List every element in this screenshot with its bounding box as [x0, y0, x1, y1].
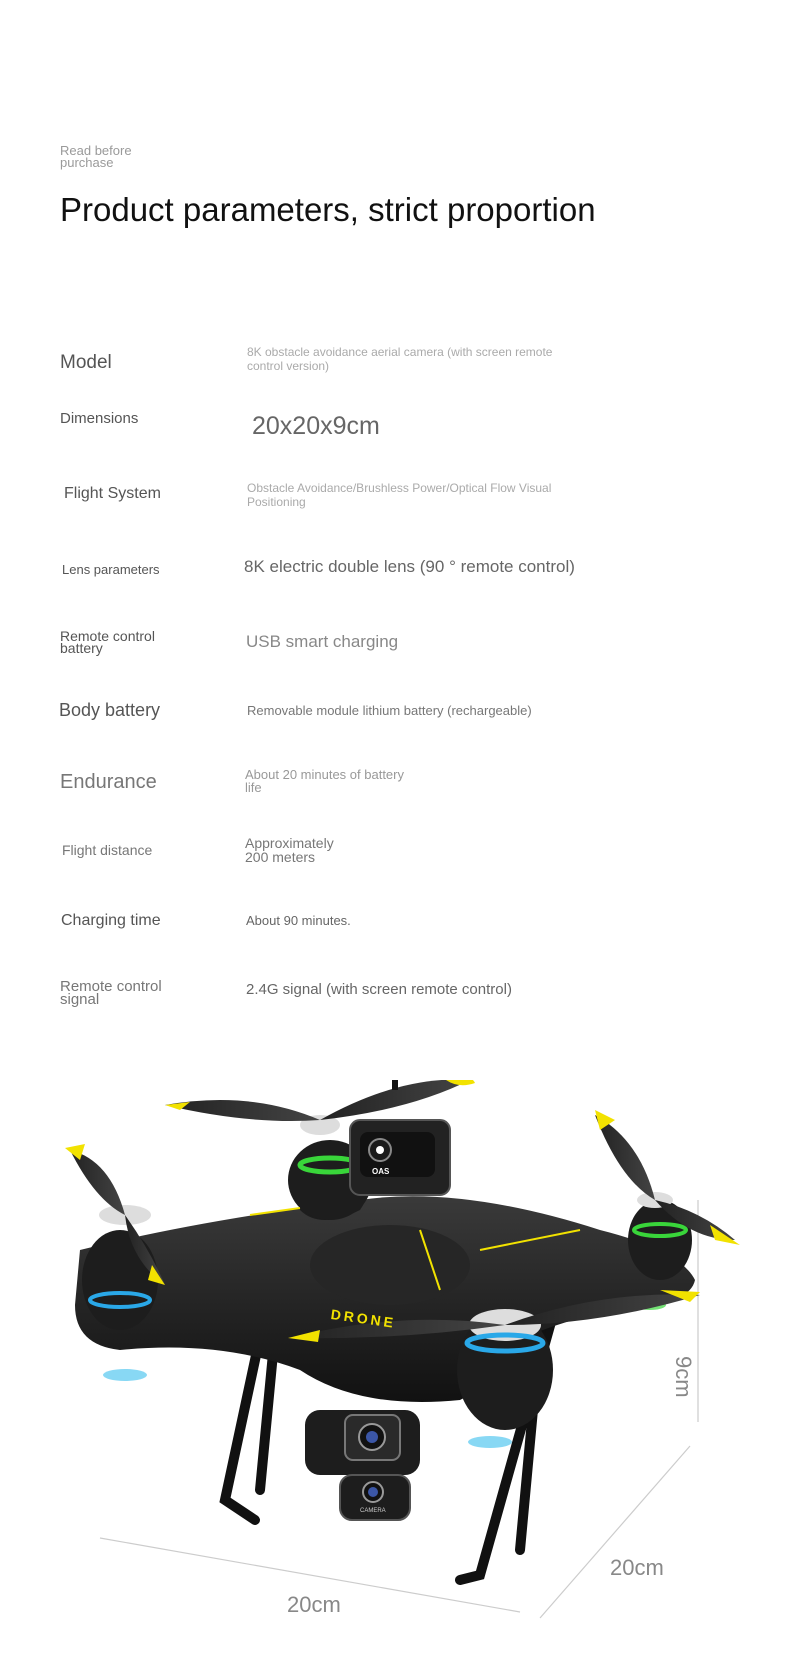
param-value-flight-system: Obstacle Avoidance/Brushless Power/Optical Flow Visual Positioning: [247, 481, 552, 509]
param-value-rc-signal: 2.4G signal (with screen remote control): [246, 981, 512, 998]
param-value-lens: 8K electric double lens (90 ° remote control): [244, 557, 575, 576]
camera-label: CAMERA: [360, 1508, 386, 1514]
height-dimension-label: 9cm: [671, 1356, 696, 1398]
param-label-model: Model: [60, 352, 112, 373]
param-label-lens: Lens parameters: [62, 562, 160, 577]
param-label-rc-signal: Remote control signal: [60, 978, 162, 1008]
depth-dimension-label: 20cm: [610, 1555, 664, 1580]
param-value-rc-battery: USB smart charging: [246, 632, 399, 651]
gimbal-camera: [305, 1410, 420, 1520]
eyebrow-text: Read before purchase: [60, 143, 132, 170]
param-label-endurance: Endurance: [60, 771, 157, 793]
page-title: Product parameters, strict proportion: [60, 191, 596, 228]
param-label-charging-time: Charging time: [61, 912, 161, 929]
param-value-flight-distance: Approximately 200 meters: [245, 835, 334, 865]
param-value-body-battery: Removable module lithium battery (rechargeable): [247, 703, 532, 718]
drone-brand-text: DRONE: [329, 1305, 398, 1331]
drone-image: [0, 1080, 790, 1674]
param-value-dimensions: 20x20x9cm: [252, 412, 380, 440]
oas-badge: OAS: [372, 1167, 390, 1176]
param-value-endurance: About 20 minutes of battery life: [245, 767, 404, 795]
width-dimension-label: 20cm: [287, 1592, 341, 1617]
drone-illustration: [0, 1080, 790, 1674]
param-value-charging-time: About 90 minutes.: [246, 913, 351, 928]
param-label-body-battery: Body battery: [59, 700, 161, 720]
param-label-flight-distance: Flight distance: [62, 842, 153, 858]
param-label-flight-system: Flight System: [64, 485, 161, 502]
motor-front-left: [82, 1205, 158, 1381]
param-value-model: 8K obstacle avoidance aerial camera (with screen remote control version): [247, 345, 553, 373]
param-label-rc-battery: Remote control battery: [60, 628, 155, 656]
param-label-dimensions: Dimensions: [60, 410, 139, 427]
motor-front-right: [457, 1309, 553, 1448]
